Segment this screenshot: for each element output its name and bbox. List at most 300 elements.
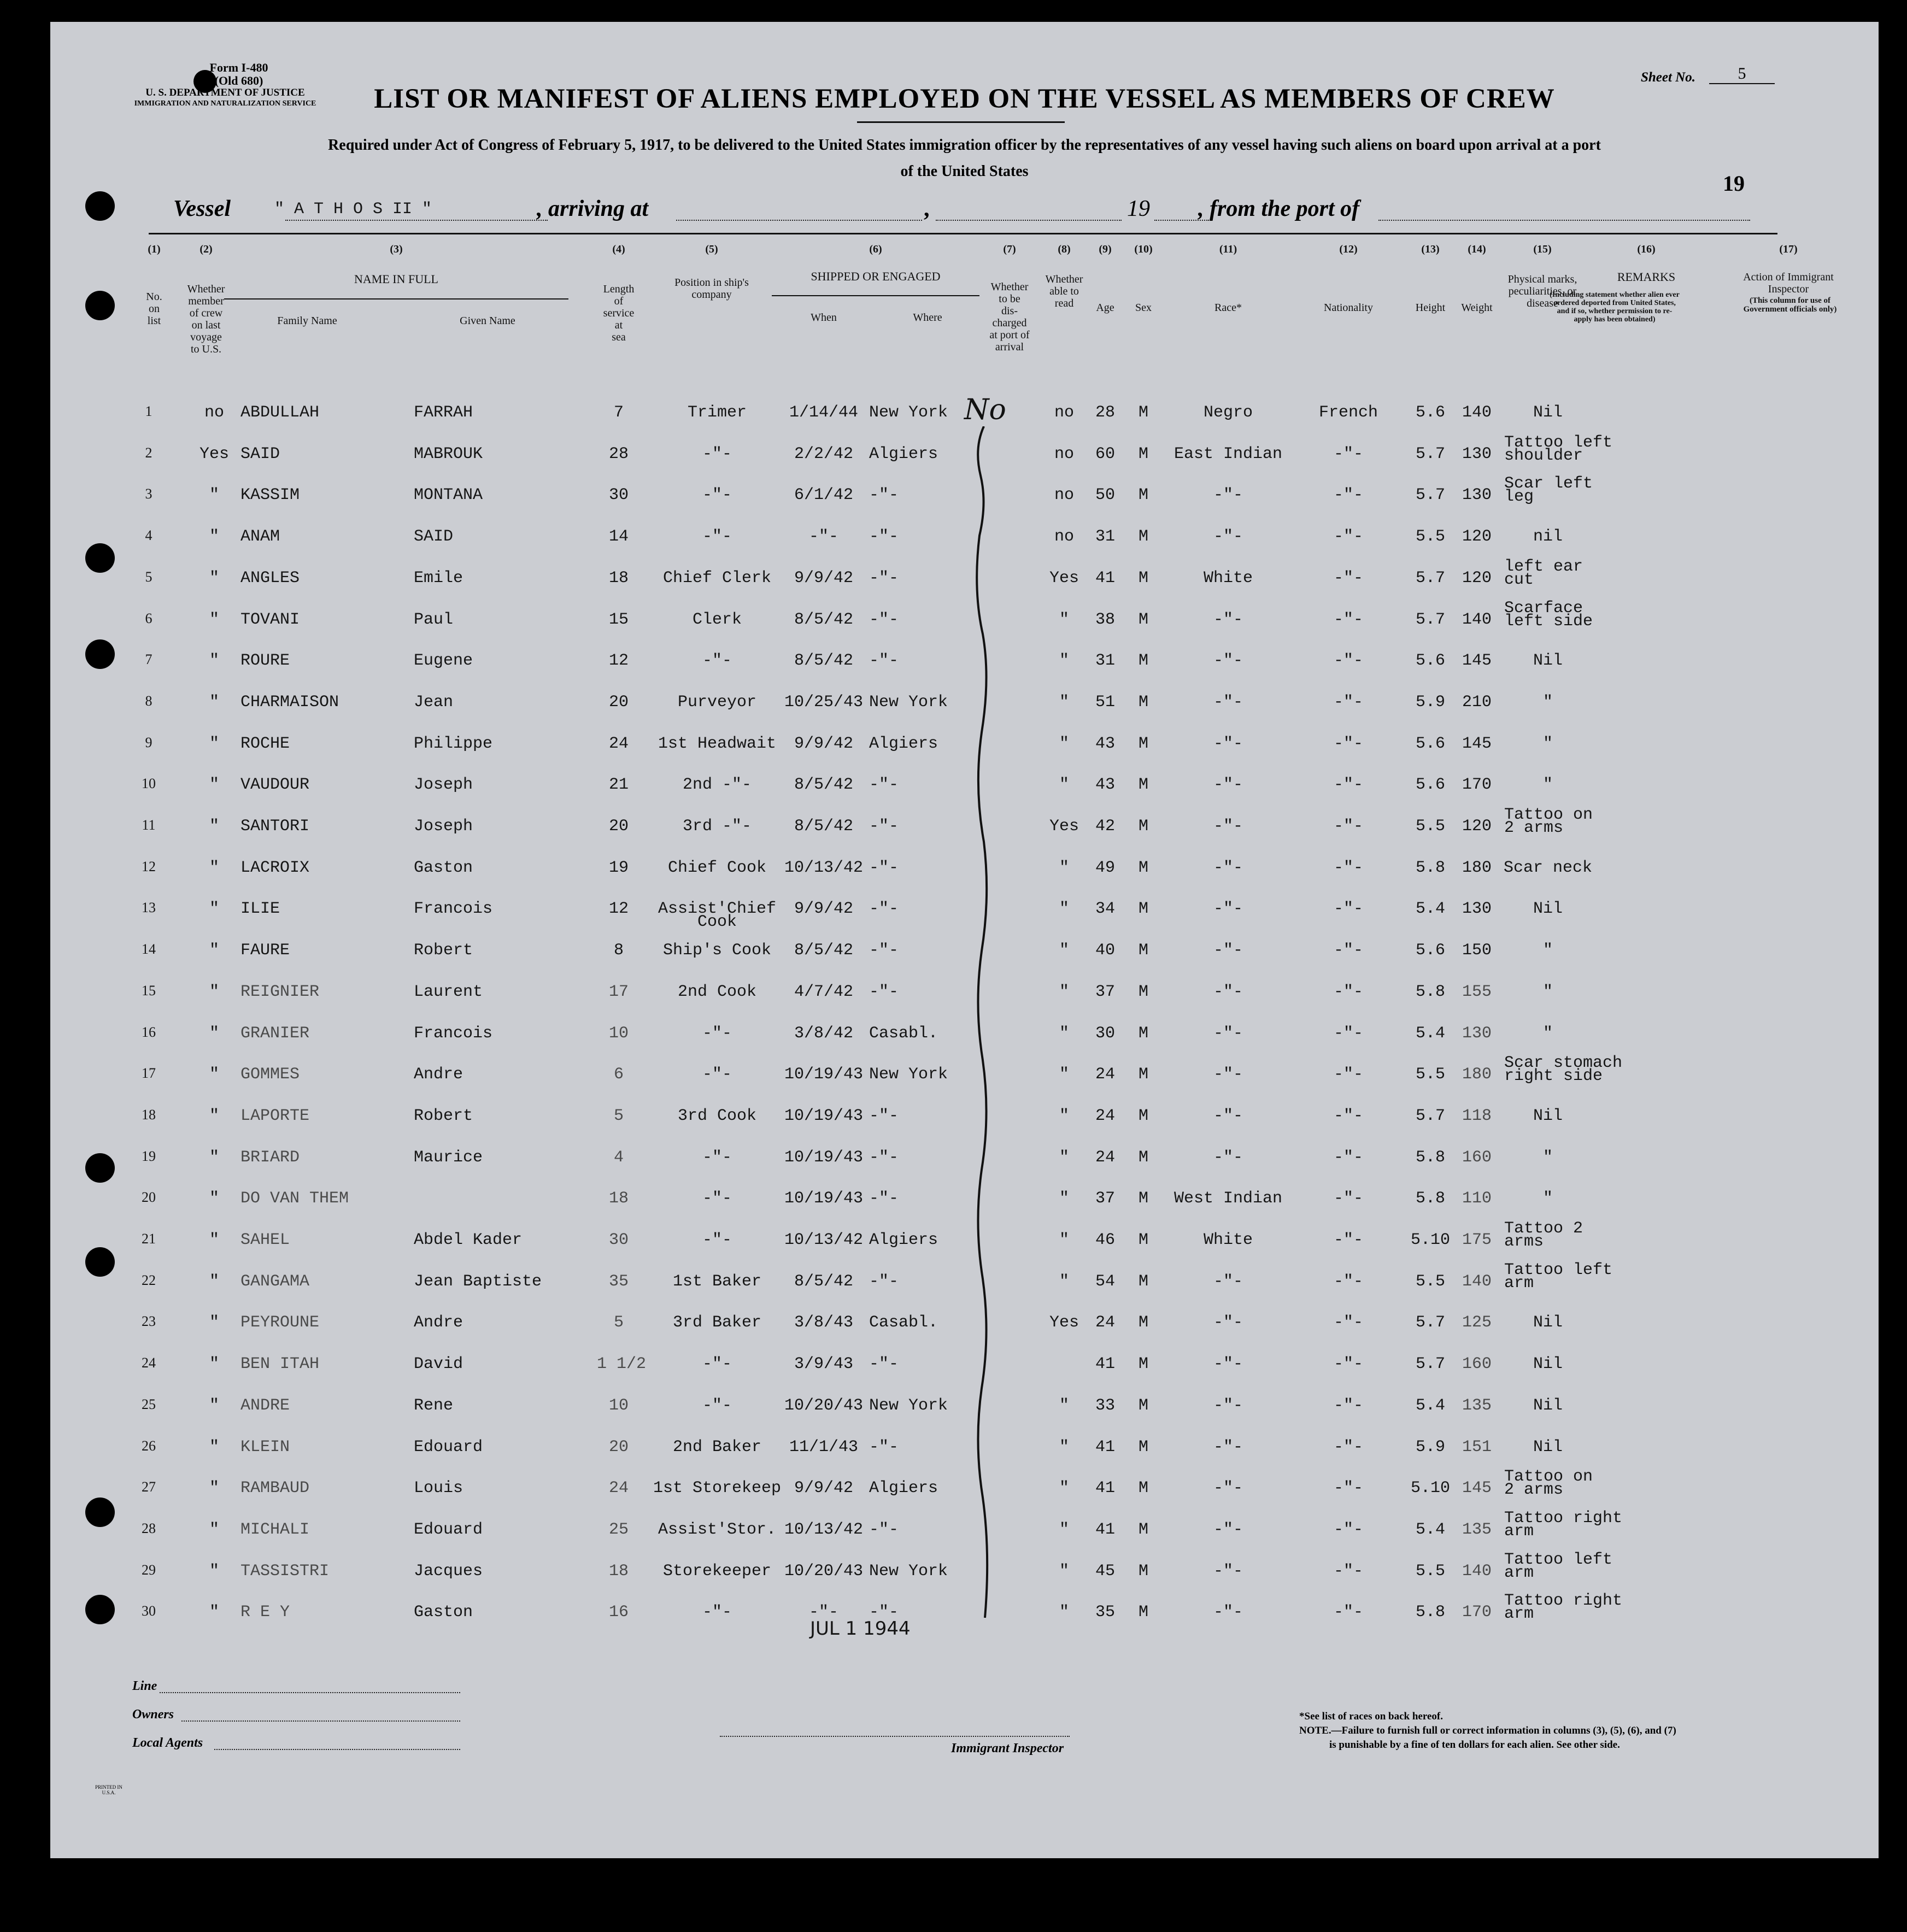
cell-race: -"- bbox=[1213, 1355, 1243, 1374]
cell-age: 38 bbox=[1095, 610, 1115, 629]
column-number: (16) bbox=[1637, 243, 1656, 255]
cell-given-name: Rene bbox=[414, 1396, 454, 1415]
column-number: (14) bbox=[1468, 243, 1486, 255]
physical-marks-line-1: Tattoo left bbox=[1504, 1550, 1613, 1569]
cell-given-name: Francois bbox=[414, 1024, 493, 1043]
cell-position: Ship's Cook bbox=[662, 941, 772, 960]
cell-list-no: 7 bbox=[145, 651, 152, 668]
table-row bbox=[50, 557, 1879, 602]
table-row bbox=[50, 1550, 1879, 1595]
physical-marks-line-1: Nil bbox=[1533, 1437, 1563, 1457]
cell-physical-marks bbox=[1504, 1592, 1646, 1624]
cell-service-length: 5 bbox=[613, 1313, 624, 1332]
cell-age: 37 bbox=[1095, 982, 1115, 1001]
cell-position: -"- bbox=[702, 1231, 732, 1249]
cell-weight: 110 bbox=[1462, 1189, 1492, 1208]
cell-given-name: Laurent bbox=[414, 982, 483, 1001]
cell-service-length: 6 bbox=[613, 1065, 624, 1084]
cell-height: 5.6 bbox=[1415, 403, 1445, 422]
column-header: Whether to be dis- charged at port of arrival bbox=[989, 281, 1030, 353]
cell-race: -"- bbox=[1213, 651, 1243, 671]
cell-able-to-read: " bbox=[1059, 1065, 1069, 1084]
when-header: When bbox=[811, 312, 837, 324]
column-header: REMARKS bbox=[1617, 270, 1676, 284]
cell-weight: 155 bbox=[1462, 982, 1492, 1001]
penalty-note-1: NOTE.—Failure to furnish full or correct information in columns (3), (5), (6), and (7) bbox=[1299, 1725, 1676, 1736]
cell-service-length: 28 bbox=[608, 444, 629, 463]
cell-physical-marks bbox=[1493, 403, 1603, 422]
cell-service-length: 1 1/2 bbox=[597, 1355, 647, 1374]
cell-family-name: GRANIER bbox=[240, 1024, 310, 1043]
cell-position: 1st Baker bbox=[672, 1272, 762, 1291]
column-header: Height bbox=[1415, 302, 1446, 314]
cell-sex: M bbox=[1138, 1106, 1148, 1125]
cell-service-length: 16 bbox=[608, 1603, 629, 1622]
column-header: Age bbox=[1096, 302, 1114, 314]
cell-age: 41 bbox=[1095, 1520, 1115, 1539]
cell-able-to-read: " bbox=[1059, 1106, 1069, 1125]
cell-physical-marks bbox=[1504, 1260, 1646, 1293]
physical-marks-line-1: Nil bbox=[1533, 1396, 1563, 1415]
physical-marks-line-1: Tattoo left bbox=[1504, 1260, 1613, 1279]
cell-previous-voyage: " bbox=[209, 692, 219, 712]
table-row bbox=[50, 474, 1879, 519]
cell-height: 5.8 bbox=[1415, 1603, 1445, 1622]
cell-race: -"- bbox=[1213, 776, 1243, 795]
cell-physical-marks bbox=[1493, 651, 1603, 670]
cell-previous-voyage: " bbox=[209, 1603, 219, 1622]
cell-height: 5.7 bbox=[1415, 486, 1445, 505]
column-number: (6) bbox=[869, 243, 882, 255]
line-label: Line bbox=[132, 1679, 157, 1693]
cell-physical-marks bbox=[1504, 1508, 1646, 1541]
cell-list-no: 16 bbox=[142, 1024, 156, 1040]
column-number: (5) bbox=[705, 243, 718, 255]
cell-able-to-read: " bbox=[1059, 734, 1069, 753]
cell-physical-marks bbox=[1493, 527, 1603, 546]
cell-shipped-when: -"- bbox=[808, 527, 838, 547]
cell-service-length: 10 bbox=[608, 1396, 629, 1415]
cell-nationality: -"- bbox=[1333, 1065, 1363, 1084]
table-row bbox=[50, 598, 1879, 643]
physical-marks-line-2: shoulder bbox=[1504, 446, 1583, 465]
cell-age: 54 bbox=[1095, 1272, 1115, 1291]
cell-height: 5.10 bbox=[1410, 1231, 1450, 1249]
cell-sex: M bbox=[1138, 776, 1148, 795]
column-number: (11) bbox=[1219, 243, 1237, 255]
cell-family-name: TASSISTRI bbox=[240, 1561, 330, 1581]
cell-sex: M bbox=[1138, 734, 1148, 753]
column-header: Nationality bbox=[1324, 302, 1373, 314]
cell-position: Clerk bbox=[692, 610, 742, 629]
cell-able-to-read: no bbox=[1054, 486, 1074, 505]
cell-previous-voyage: " bbox=[209, 1065, 219, 1084]
cell-physical-marks bbox=[1493, 776, 1603, 794]
physical-marks-line-1: Nil bbox=[1533, 900, 1563, 919]
table-row bbox=[50, 806, 1879, 850]
cell-list-no: 27 bbox=[142, 1479, 156, 1495]
table-row bbox=[50, 859, 1879, 891]
cell-height: 5.5 bbox=[1415, 1272, 1445, 1291]
cell-shipped-when: 8/5/42 bbox=[794, 776, 854, 795]
cell-age: 34 bbox=[1095, 900, 1115, 919]
agents-label: Local Agents bbox=[132, 1736, 203, 1750]
cell-position: -"- bbox=[702, 651, 732, 671]
cell-previous-voyage: " bbox=[209, 817, 219, 836]
column-header: Whether able to read bbox=[1045, 273, 1083, 309]
vessel-name-line bbox=[285, 220, 548, 221]
physical-marks-line-2: leg bbox=[1504, 488, 1534, 507]
cell-nationality: -"- bbox=[1333, 817, 1363, 836]
cell-list-no: 13 bbox=[142, 900, 156, 916]
cell-family-name: ANGLES bbox=[240, 568, 300, 588]
inspector-signature-line bbox=[720, 1736, 1070, 1737]
cell-able-to-read: " bbox=[1059, 1024, 1069, 1043]
table-row bbox=[50, 1438, 1879, 1471]
cell-physical-marks bbox=[1493, 693, 1603, 712]
cell-given-name: Abdel Kader bbox=[414, 1231, 523, 1249]
cell-previous-voyage: " bbox=[209, 734, 219, 753]
cell-height: 5.6 bbox=[1415, 941, 1445, 960]
cell-able-to-read: " bbox=[1059, 1231, 1069, 1249]
cell-family-name: KLEIN bbox=[240, 1437, 290, 1457]
cell-able-to-read: " bbox=[1059, 1437, 1069, 1457]
column-header: Length of service at sea bbox=[603, 283, 635, 343]
cell-age: 45 bbox=[1095, 1561, 1115, 1581]
cell-able-to-read: " bbox=[1059, 1603, 1069, 1622]
physical-marks-line-1: Nil bbox=[1533, 651, 1563, 671]
line-field bbox=[160, 1692, 460, 1693]
column-number: (3) bbox=[390, 243, 403, 255]
penalty-note-2: is punishable by a fine of ten dollars for each alien. See other side. bbox=[1329, 1739, 1620, 1751]
cell-position: -"- bbox=[702, 1603, 732, 1622]
from-port-line bbox=[1378, 220, 1750, 221]
cell-position: 1st Storekeep bbox=[653, 1479, 782, 1498]
cell-previous-voyage: " bbox=[209, 1561, 219, 1581]
cell-shipped-where: -"- bbox=[869, 776, 899, 795]
cell-previous-voyage: " bbox=[209, 651, 219, 671]
cell-race: -"- bbox=[1213, 1148, 1243, 1167]
cell-service-length: 4 bbox=[613, 1148, 624, 1167]
cell-given-name: Francois bbox=[414, 900, 493, 919]
cell-position: 2nd Cook bbox=[677, 982, 757, 1001]
cell-age: 24 bbox=[1095, 1065, 1115, 1084]
cell-list-no: 30 bbox=[142, 1603, 156, 1619]
cell-list-no: 8 bbox=[145, 692, 152, 709]
cell-shipped-when: 6/1/42 bbox=[794, 486, 854, 505]
table-row bbox=[50, 1396, 1879, 1429]
cell-race: -"- bbox=[1213, 692, 1243, 712]
cell-able-to-read: " bbox=[1059, 941, 1069, 960]
cell-height: 5.8 bbox=[1415, 1189, 1445, 1208]
cell-service-length: 20 bbox=[608, 817, 629, 836]
cell-shipped-where: Algiers bbox=[869, 1231, 938, 1249]
cell-previous-voyage: " bbox=[209, 568, 219, 588]
table-row bbox=[50, 735, 1879, 767]
column-number: (15) bbox=[1533, 243, 1552, 255]
cell-physical-marks bbox=[1493, 1313, 1603, 1332]
cell-position: Purveyor bbox=[677, 692, 757, 712]
cell-height: 5.5 bbox=[1415, 817, 1445, 836]
cell-family-name: VAUDOUR bbox=[240, 776, 310, 795]
cell-position: Chief Clerk bbox=[662, 568, 772, 588]
column-header: SHIPPED OR ENGAGED bbox=[811, 269, 941, 283]
cell-family-name: PEYROUNE bbox=[240, 1313, 320, 1332]
column-number: (2) bbox=[199, 243, 213, 255]
cell-nationality: -"- bbox=[1333, 776, 1363, 795]
cell-position: 3rd -"- bbox=[682, 817, 752, 836]
cell-given-name: SAID bbox=[414, 527, 454, 547]
subtitle-line-1: Required under Act of Congress of February 5, 1917, to be delivered to the United States immigration officer by the representatives of any vessel having such aliens on board upon arrival at a port bbox=[328, 137, 1601, 154]
physical-marks-line-2: arm bbox=[1504, 1522, 1534, 1541]
physical-marks-line-1: Tattoo 2 bbox=[1504, 1219, 1583, 1238]
cell-physical-marks bbox=[1504, 433, 1646, 465]
cell-given-name: Edouard bbox=[414, 1437, 483, 1457]
cell-sex: M bbox=[1138, 486, 1148, 505]
cell-sex: M bbox=[1138, 1231, 1148, 1249]
cell-race: -"- bbox=[1213, 1437, 1243, 1457]
cell-previous-voyage: " bbox=[209, 1106, 219, 1125]
cell-position: Assist'Chief bbox=[658, 900, 777, 919]
cell-previous-voyage: " bbox=[209, 1479, 219, 1498]
cell-position: -"- bbox=[702, 444, 732, 463]
cell-list-no: 4 bbox=[145, 527, 152, 544]
cell-sex: M bbox=[1138, 1396, 1148, 1415]
cell-given-name: Paul bbox=[414, 610, 454, 629]
remarks-note: (Including statement whether alien ever ordered deported from United States, and if so, whether permission to re- apply has been obtained) bbox=[1550, 291, 1680, 324]
races-note: *See list of races on back hereof. bbox=[1299, 1711, 1443, 1722]
column-header: NAME IN FULL bbox=[354, 272, 438, 286]
cell-previous-voyage: " bbox=[209, 1024, 219, 1043]
cell-given-name: Edouard bbox=[414, 1520, 483, 1539]
cell-family-name: ANAM bbox=[240, 527, 280, 547]
cell-sex: M bbox=[1138, 1479, 1148, 1498]
cell-service-length: 15 bbox=[608, 610, 629, 629]
cell-given-name: Philippe bbox=[414, 734, 493, 753]
cell-given-name: David bbox=[414, 1355, 463, 1374]
cell-service-length: 20 bbox=[608, 1437, 629, 1457]
column-number: (1) bbox=[148, 243, 161, 255]
cell-list-no: 6 bbox=[145, 610, 152, 626]
cell-service-length: 5 bbox=[613, 1106, 624, 1125]
physical-marks-line-1: Tattoo on bbox=[1504, 806, 1593, 824]
table-row bbox=[50, 941, 1879, 974]
cell-shipped-where: New York bbox=[869, 1561, 948, 1581]
physical-marks-line-2: arms bbox=[1504, 1232, 1544, 1251]
cell-age: 41 bbox=[1095, 1437, 1115, 1457]
physical-marks-line-2: left side bbox=[1504, 612, 1593, 631]
cell-race: West Indian bbox=[1173, 1189, 1283, 1208]
cell-shipped-where: -"- bbox=[869, 941, 899, 960]
cell-physical-marks bbox=[1504, 598, 1646, 631]
cell-shipped-where: -"- bbox=[869, 858, 899, 877]
table-row bbox=[50, 1467, 1879, 1512]
cell-able-to-read: no bbox=[1054, 403, 1074, 422]
cell-shipped-where: -"- bbox=[869, 651, 899, 671]
cell-family-name: SAHEL bbox=[240, 1231, 290, 1249]
cell-position: Storekeeper bbox=[662, 1561, 772, 1581]
cell-height: 5.4 bbox=[1415, 1520, 1445, 1539]
shipped-header-rule bbox=[772, 295, 979, 296]
cell-race: -"- bbox=[1213, 900, 1243, 919]
form-number: Form I-480 bbox=[209, 61, 268, 74]
cell-shipped-where: Casabl. bbox=[869, 1024, 938, 1043]
cell-shipped-when: 8/5/42 bbox=[794, 941, 854, 960]
cell-physical-marks bbox=[1493, 1355, 1603, 1373]
cell-nationality: -"- bbox=[1333, 486, 1363, 505]
cell-list-no: 28 bbox=[142, 1520, 156, 1536]
cell-race: -"- bbox=[1213, 1313, 1243, 1332]
cell-previous-voyage: " bbox=[209, 982, 219, 1001]
cell-weight: 210 bbox=[1462, 692, 1492, 712]
cell-nationality: -"- bbox=[1333, 1561, 1363, 1581]
cell-shipped-where: -"- bbox=[869, 1106, 899, 1125]
cell-age: 49 bbox=[1095, 858, 1115, 877]
cell-race: -"- bbox=[1213, 486, 1243, 505]
cell-given-name: Joseph bbox=[414, 817, 473, 836]
cell-shipped-where: Algiers bbox=[869, 444, 938, 463]
cell-age: 33 bbox=[1095, 1396, 1115, 1415]
cell-service-length: 30 bbox=[608, 1231, 629, 1249]
sheet-number: 5 bbox=[1709, 64, 1775, 84]
cell-list-no: 17 bbox=[142, 1065, 156, 1082]
table-row bbox=[50, 776, 1879, 808]
cell-list-no: 15 bbox=[142, 982, 156, 999]
cell-height: 5.10 bbox=[1410, 1479, 1450, 1498]
cell-age: 40 bbox=[1095, 941, 1115, 960]
cell-previous-voyage: " bbox=[209, 1189, 219, 1208]
year-prefix: 19 bbox=[1127, 196, 1150, 221]
cell-previous-voyage: " bbox=[209, 486, 219, 505]
cell-shipped-where: -"- bbox=[869, 486, 899, 505]
cell-previous-voyage: Yes bbox=[199, 444, 229, 463]
table-row bbox=[50, 1107, 1879, 1140]
cell-nationality: -"- bbox=[1333, 858, 1363, 877]
cell-list-no: 12 bbox=[142, 858, 156, 874]
cell-shipped-where: -"- bbox=[869, 1148, 899, 1167]
cell-able-to-read: " bbox=[1059, 776, 1069, 795]
cell-list-no: 22 bbox=[142, 1272, 156, 1288]
column-number: (10) bbox=[1134, 243, 1153, 255]
cell-shipped-where: Algiers bbox=[869, 1479, 938, 1498]
cell-position: 2nd Baker bbox=[672, 1437, 762, 1457]
cell-list-no: 29 bbox=[142, 1561, 156, 1578]
cell-weight: 120 bbox=[1462, 527, 1492, 547]
cell-shipped-when: 3/8/43 bbox=[794, 1313, 854, 1332]
cell-given-name: Maurice bbox=[414, 1148, 483, 1167]
cell-weight: 145 bbox=[1462, 734, 1492, 753]
cell-race: -"- bbox=[1213, 1024, 1243, 1043]
cell-position: -"- bbox=[702, 486, 732, 505]
table-row bbox=[50, 1313, 1879, 1346]
cell-age: 43 bbox=[1095, 734, 1115, 753]
cell-able-to-read: " bbox=[1059, 900, 1069, 919]
table-row bbox=[50, 433, 1879, 478]
cell-family-name: ROCHE bbox=[240, 734, 290, 753]
table-row bbox=[50, 983, 1879, 1015]
cell-height: 5.7 bbox=[1415, 1106, 1445, 1125]
column-number: (12) bbox=[1339, 243, 1358, 255]
cell-position: -"- bbox=[702, 1355, 732, 1374]
cell-race: -"- bbox=[1213, 858, 1243, 877]
physical-marks-line-2: cut bbox=[1504, 570, 1534, 589]
cell-race: -"- bbox=[1213, 1272, 1243, 1291]
physical-marks-line-1: Scar neck bbox=[1503, 858, 1593, 877]
table-row bbox=[50, 651, 1879, 684]
column-header: Action of Immigrant Inspector bbox=[1743, 271, 1834, 295]
cell-sex: M bbox=[1138, 692, 1148, 712]
cell-able-to-read: Yes bbox=[1049, 568, 1079, 588]
cell-weight: 140 bbox=[1462, 1561, 1492, 1581]
cell-list-no: 23 bbox=[142, 1313, 156, 1330]
cell-previous-voyage: " bbox=[209, 527, 219, 547]
physical-marks-line-1: Tattoo right bbox=[1504, 1592, 1623, 1611]
cell-service-length: 18 bbox=[608, 1189, 629, 1208]
cell-shipped-where: -"- bbox=[869, 610, 899, 629]
table-row bbox=[50, 1508, 1879, 1553]
cell-able-to-read: no bbox=[1054, 527, 1074, 547]
cell-shipped-where: -"- bbox=[869, 1437, 899, 1457]
cell-shipped-where: -"- bbox=[869, 1520, 899, 1539]
cell-shipped-when: 3/9/43 bbox=[794, 1355, 854, 1374]
cell-family-name: MICHALI bbox=[240, 1520, 310, 1539]
cell-sex: M bbox=[1138, 568, 1148, 588]
cell-list-no: 2 bbox=[145, 444, 152, 461]
cell-weight: 170 bbox=[1462, 1603, 1492, 1622]
cell-list-no: 18 bbox=[142, 1106, 156, 1123]
cell-physical-marks bbox=[1504, 1054, 1646, 1086]
cell-physical-marks bbox=[1504, 1467, 1646, 1500]
physical-marks-line-2: arm bbox=[1504, 1273, 1534, 1293]
cell-physical-marks bbox=[1504, 1219, 1646, 1251]
column-header: Sex bbox=[1135, 302, 1152, 314]
cell-service-length: 12 bbox=[608, 900, 629, 919]
cell-nationality: -"- bbox=[1333, 982, 1363, 1001]
cell-able-to-read: " bbox=[1059, 1561, 1069, 1581]
column-number: (7) bbox=[1003, 243, 1016, 255]
cell-race: -"- bbox=[1213, 1396, 1243, 1415]
cell-nationality: -"- bbox=[1333, 610, 1363, 629]
physical-marks-line-1: Nil bbox=[1533, 1106, 1563, 1125]
cell-family-name: DO VAN THEM bbox=[240, 1189, 349, 1208]
cell-race: -"- bbox=[1213, 1520, 1243, 1539]
cell-service-length: 18 bbox=[608, 568, 629, 588]
cell-shipped-where: -"- bbox=[869, 1189, 899, 1208]
cell-height: 5.8 bbox=[1415, 982, 1445, 1001]
cell-weight: 140 bbox=[1462, 610, 1492, 629]
cell-race: -"- bbox=[1213, 1603, 1243, 1622]
physical-marks-line-1: Nil bbox=[1533, 1355, 1563, 1374]
cell-family-name: SANTORI bbox=[240, 817, 310, 836]
cell-race: East Indian bbox=[1173, 444, 1283, 463]
cell-race: White bbox=[1203, 1231, 1253, 1249]
cell-weight: 135 bbox=[1462, 1520, 1492, 1539]
cell-previous-voyage: " bbox=[209, 1313, 219, 1332]
cell-height: 5.7 bbox=[1415, 444, 1445, 463]
cell-family-name: LACROIX bbox=[240, 858, 310, 877]
cell-able-to-read: " bbox=[1059, 982, 1069, 1001]
cell-physical-marks bbox=[1504, 808, 1646, 835]
cell-family-name: FAURE bbox=[240, 941, 290, 960]
cell-physical-marks bbox=[1493, 983, 1603, 1001]
cell-family-name: ABDULLAH bbox=[240, 403, 320, 422]
cell-shipped-where: -"- bbox=[869, 817, 899, 836]
cell-shipped-when: 2/2/42 bbox=[794, 444, 854, 463]
cell-given-name: Andre bbox=[414, 1065, 463, 1084]
physical-marks-line-2: 2 arms bbox=[1504, 819, 1564, 837]
cell-previous-voyage: " bbox=[209, 858, 219, 877]
cell-age: 41 bbox=[1095, 1355, 1115, 1374]
